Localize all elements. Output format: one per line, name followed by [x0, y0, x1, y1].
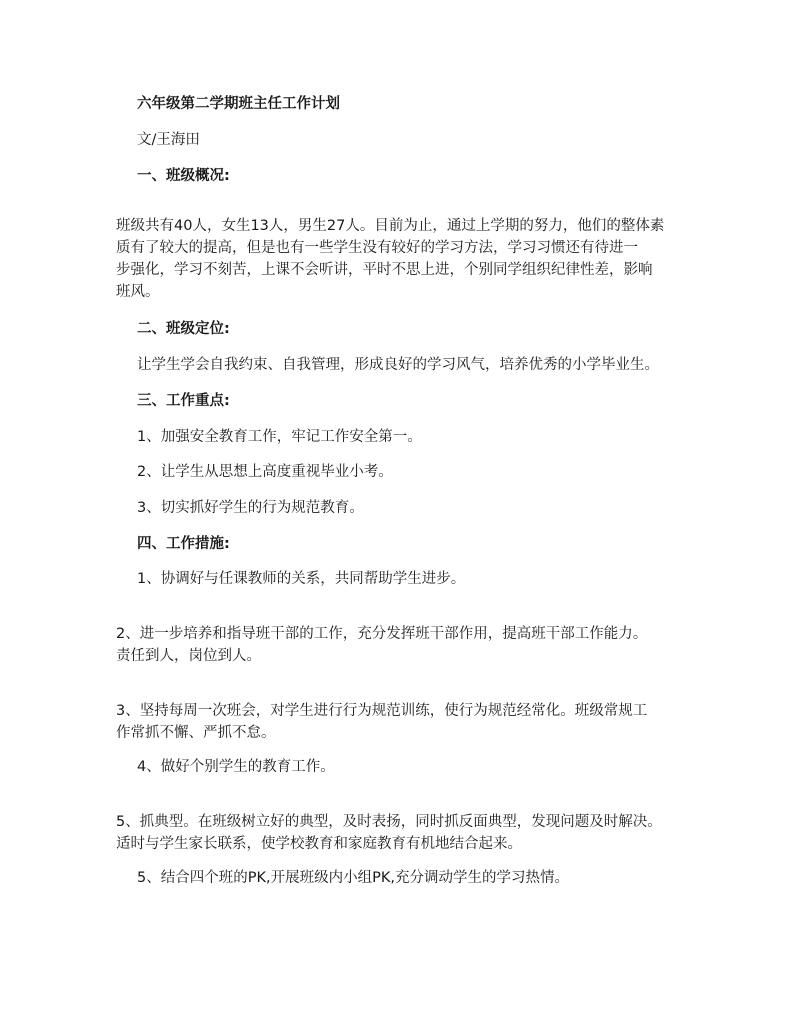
overview-line: 班级共有40人，女生13人，男生27人。目前为止，通过上学期的努力，他们的整体素 — [116, 218, 665, 234]
author-line: 文/王海田 — [137, 132, 200, 148]
section-heading-positioning: 二、班级定位: — [137, 321, 230, 337]
overview-line: 班风。 — [116, 284, 160, 300]
measure-line: 3、坚持每周一次班会，对学生进行行为规范训练，使行为规范经常化。班级常规工 — [116, 703, 648, 719]
measure-item: 1、协调好与任课教师的关系，共同帮助学生进步。 — [137, 571, 466, 587]
overview-paragraph — [116, 215, 676, 303]
measure-line: 作常抓不懈、严抓不怠。 — [116, 725, 276, 741]
focus-item: 2、让学生从思想上高度重视毕业小考。 — [137, 464, 393, 480]
focus-item: 3、切实抓好学生的行为规范教育。 — [137, 500, 364, 516]
measure-item: 4、做好个别学生的教育工作。 — [137, 759, 335, 775]
overview-line: 步强化，学习不刻苦，上课不会听讲，平时不思上进，个别同学组织纪律性差，影响 — [116, 262, 653, 278]
measure-line: 5、抓典型。在班级树立好的典型，及时表扬，同时抓反面典型，发现问题及时解决。 — [116, 814, 662, 830]
document-title: 六年级第二学期班主任工作计划 — [137, 96, 340, 112]
measure-item — [116, 700, 676, 744]
section-heading-overview: 一、班级概况: — [137, 168, 230, 184]
positioning-paragraph: 让学生学会自我约束、自我管理，形成良好的学习风气，培养优秀的小学毕业生。 — [137, 357, 659, 373]
measure-line: 责任到人，岗位到人。 — [116, 648, 261, 664]
measure-item — [116, 623, 676, 667]
overview-line: 质有了较大的提高，但是也有一些学生没有较好的学习方法，学习习惯还有待进一 — [116, 240, 638, 256]
section-heading-focus: 三、工作重点: — [137, 393, 230, 409]
section-heading-measures: 四、工作措施: — [137, 536, 230, 552]
focus-item: 1、加强安全教育工作，牢记工作安全第一。 — [137, 429, 422, 445]
measure-item: 5、结合四个班的PK,开展班级内小组PK,充分调动学生的学习热情。 — [137, 870, 569, 886]
measure-item — [116, 811, 676, 855]
measure-line: 适时与学生家长联系，使学校教育和家庭教育有机地结合起来。 — [116, 836, 522, 852]
measure-line: 2、进一步培养和指导班干部的工作，充分发挥班干部作用，提高班干部工作能力。 — [116, 626, 648, 642]
